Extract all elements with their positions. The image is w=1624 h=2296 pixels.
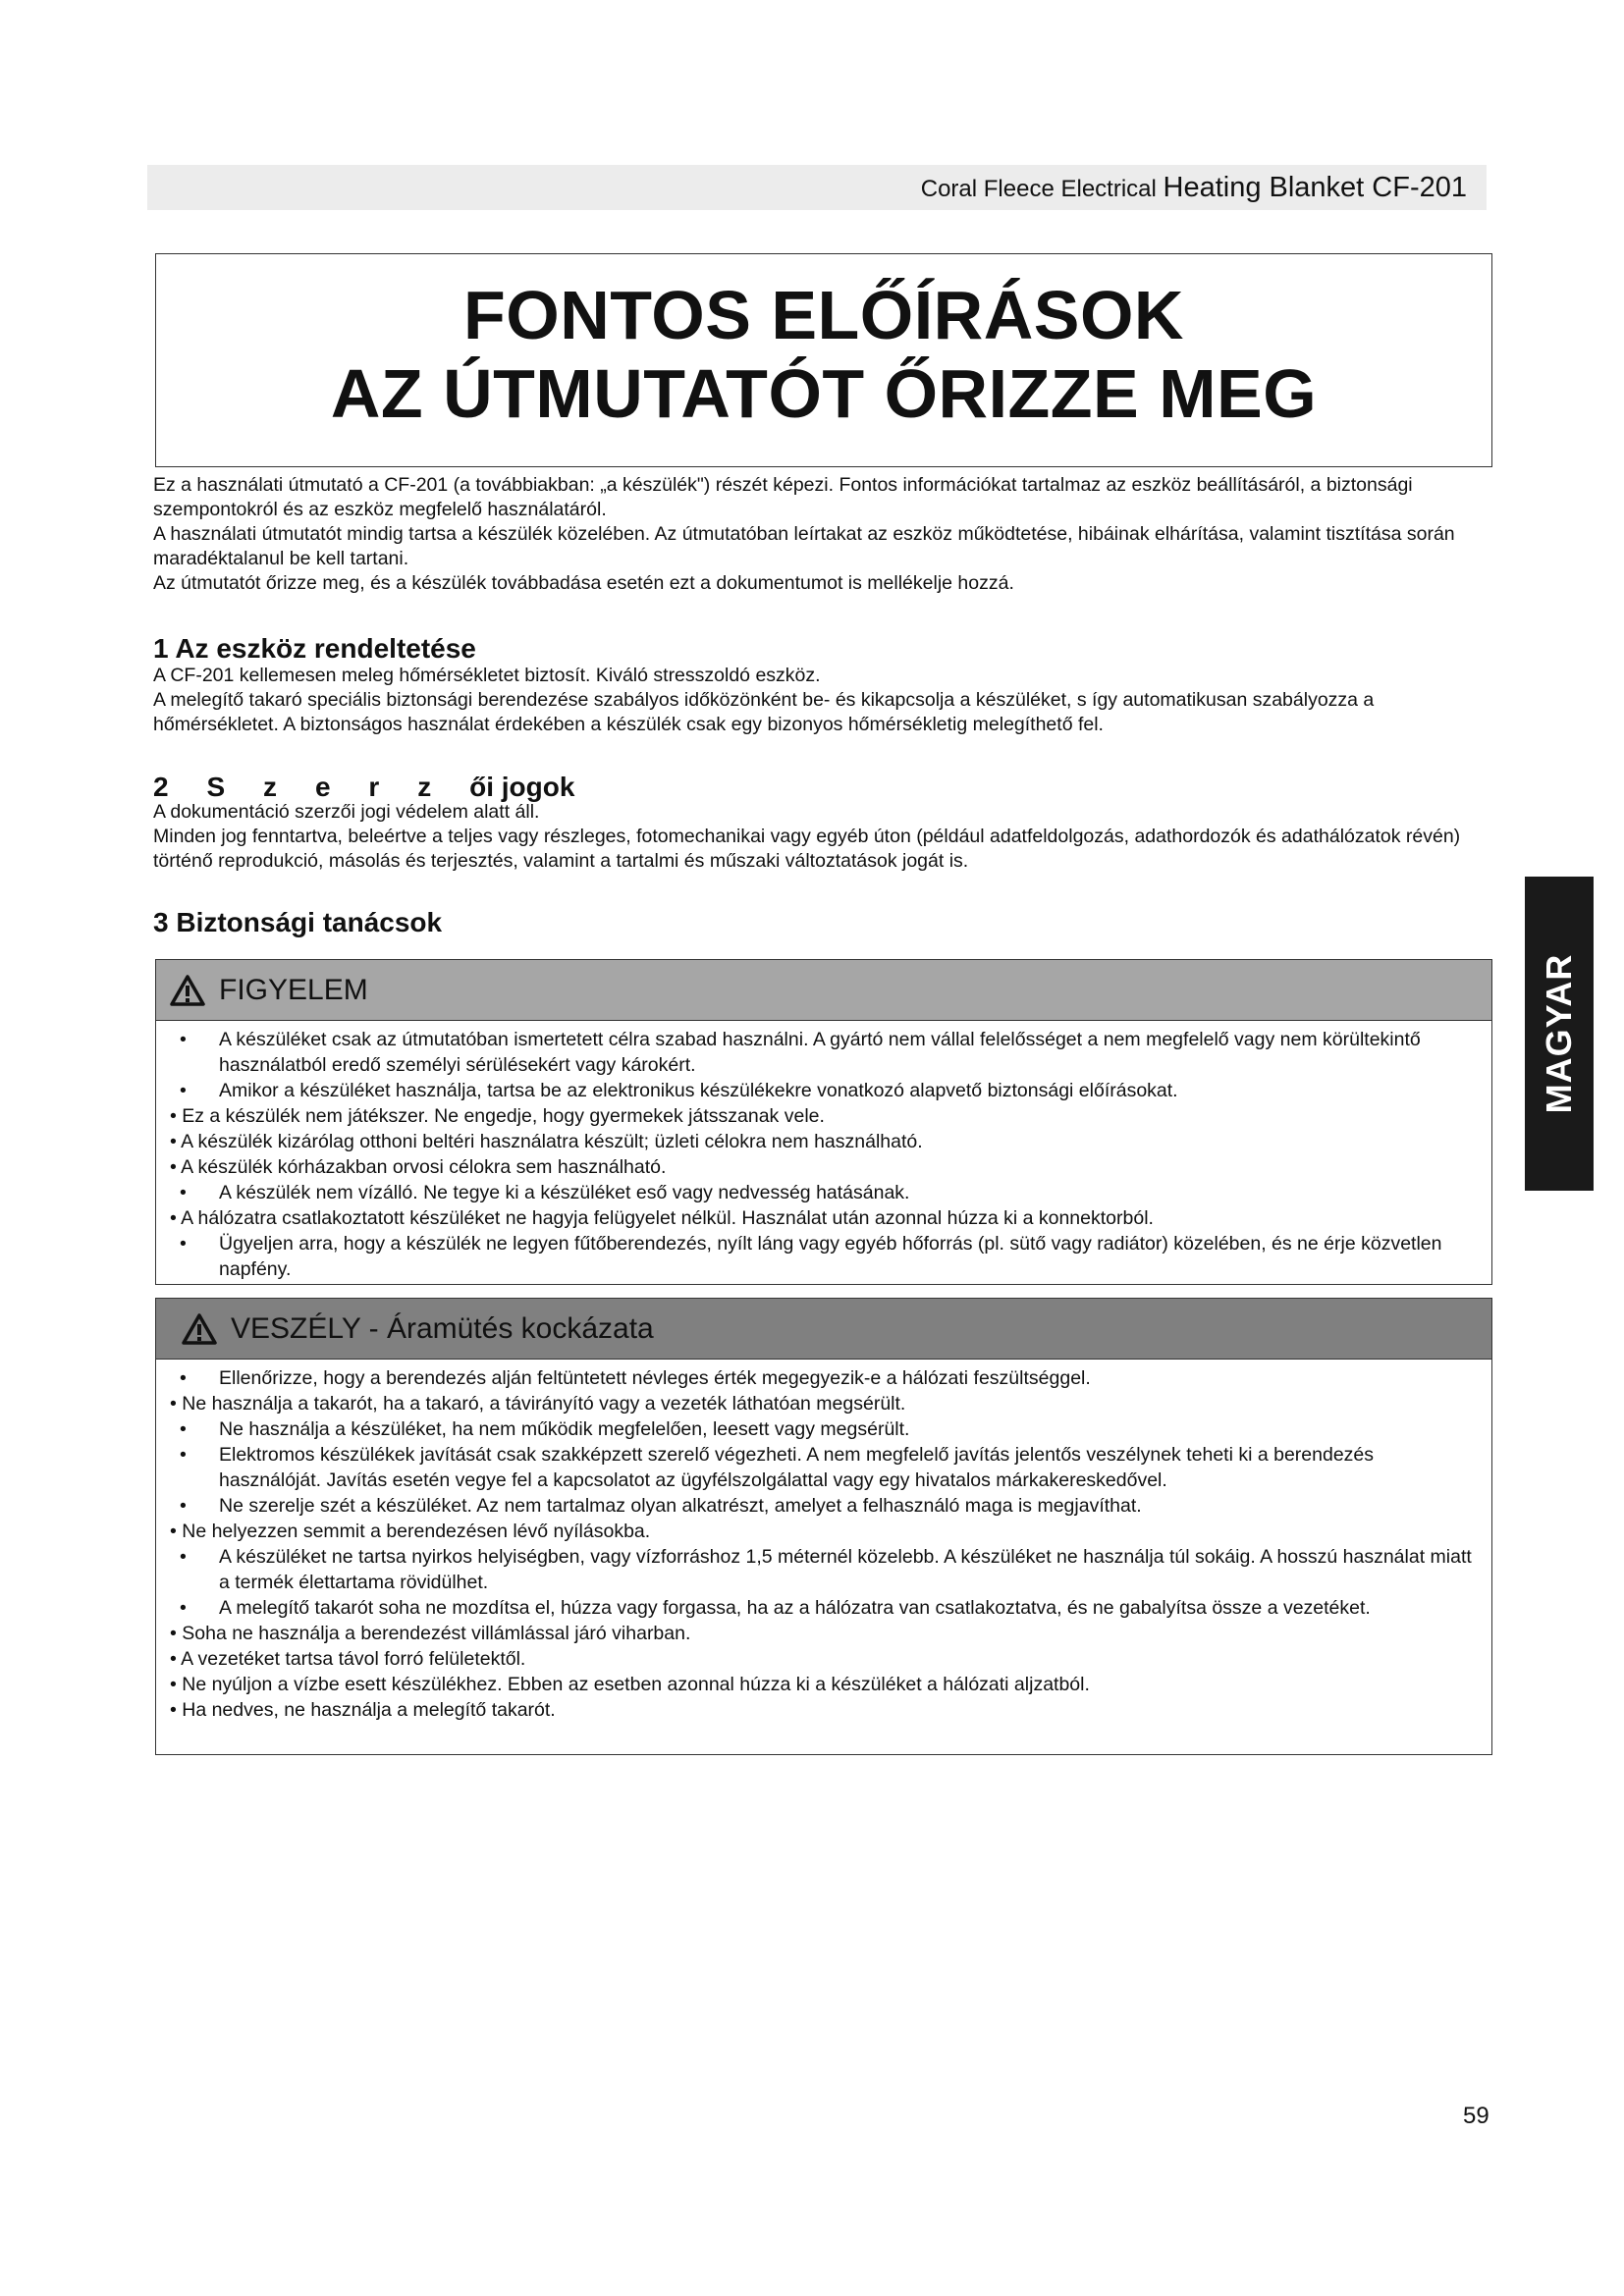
- warning-list-item: • Ne használja a készüléket, ha nem működik megfelelően, leesett vagy megsérült.: [170, 1416, 1478, 1442]
- figyelem-box: [155, 959, 1492, 1285]
- section-paragraph: Minden jog fenntartva, beleértve a teljes vagy részleges, fotomechanikai vagy egyéb úton (például adatfeldolgozás, adathordozók és adathálózatok révén) történő reprodukció, másolás és terjesztés, valamint a tartalmi és műszaki változtatások jogát is.: [153, 826, 1461, 872]
- warning-list-item: • A készülék kizárólag otthoni beltéri használatra készült; üzleti célokra nem használható.: [170, 1131, 923, 1152]
- running-header: [147, 165, 1487, 210]
- warning-list-item: • A készülék kórházakban orvosi célokra sem használható.: [170, 1156, 667, 1178]
- figyelem-header: [156, 960, 1491, 1021]
- warning-list-item: • Ne szerelje szét a készüléket. Az nem tartalmaz olyan alkatrészt, amelyet a felhasználó maga is megjavíthat.: [170, 1493, 1478, 1519]
- veszely-header: [156, 1299, 1491, 1360]
- warning-list-item: • A melegítő takarót soha ne mozdítsa el, húzza vagy forgassa, ha az a hálózatra van csatlakoztatva, és ne gabalyítsa össze a vezetéket.: [170, 1595, 1478, 1621]
- warning-list-item: • A vezetéket tartsa távol forró felületektől.: [170, 1648, 526, 1670]
- warning-list-item: • Ne helyezzen semmit a berendezésen lévő nyílásokba.: [170, 1521, 651, 1542]
- warning-icon: [182, 1313, 217, 1345]
- page-number: 59: [1463, 2103, 1489, 2129]
- veszely-box: [155, 1298, 1492, 1755]
- warning-list-item: • Ha nedves, ne használja a melegítő takarót.: [170, 1699, 556, 1721]
- intro-paragraph: A használati útmutatót mindig tartsa a készülék közelében. Az útmutatóban leírtakat az eszköz működtetése, hibáinak elhárítása, valamint tisztítása során maradéktalanul be kell tartani.: [153, 523, 1455, 569]
- section-paragraph: A CF-201 kellemesen meleg hőmérsékletet biztosít. Kiváló stresszoldó eszköz.: [153, 665, 821, 686]
- warning-list-item: • Ne használja a takarót, ha a takaró, a távirányító vagy a vezeték láthatóan megsérült.: [170, 1393, 906, 1415]
- warning-list-item: • Amikor a készüléket használja, tartsa be az elektronikus készülékekre vonatkozó alapvető biztonsági előírásokat.: [170, 1078, 1478, 1103]
- title-line-1: FONTOS ELŐÍRÁSOK: [463, 277, 1184, 353]
- section-1-heading: 1 Az eszköz rendeltetése: [153, 633, 476, 664]
- veszely-title: VESZÉLY - Áramütés kockázata: [231, 1311, 654, 1345]
- language-tab: [1525, 877, 1594, 1191]
- header-product: Heating Blanket CF-201: [1163, 172, 1467, 203]
- section-paragraph: A melegítő takaró speciális biztonsági berendezése szabályos időközönként be- és kikapcsolja a készüléket, s így automatikusan szabályozza a hőmérsékletet. A biztonságos használat érdekében a készülék csak egy bizonyos hőmérsékletig melegíthető fel.: [153, 689, 1375, 735]
- intro-paragraph: Ez a használati útmutató a CF-201 (a továbbiakban: „a készülék") részét képezi. Fontos információkat tartalmaz az eszköz beállításáról, a biztonsági szempontokról és az eszköz megfelelő használatáról.: [153, 474, 1413, 520]
- title-box: [155, 253, 1492, 467]
- section-1-text: [153, 664, 1494, 737]
- veszely-list: [156, 1360, 1491, 1731]
- warning-list-item: • A készüléket csak az útmutatóban ismertetett célra szabad használni. A gyártó nem vállal felelősséget a nem megfelelő vagy nem körültekintő használatból eredő személyi sérülésekért vagy károkért.: [170, 1027, 1478, 1078]
- figyelem-title: FIGYELEM: [219, 973, 368, 1006]
- warning-list-item: • A készülék nem vízálló. Ne tegye ki a készüléket eső vagy nedvesség hatásának.: [170, 1180, 1478, 1205]
- warning-icon: [170, 975, 205, 1006]
- figyelem-list: [156, 1021, 1491, 1290]
- warning-list-item: • Ügyeljen arra, hogy a készülék ne legyen fűtőberendezés, nyílt láng vagy egyéb hőforrás (pl. sütő vagy radiátor) közelében, és ne érje közvetlen napfény.: [170, 1231, 1478, 1282]
- warning-list-item: • Ez a készülék nem játékszer. Ne engedje, hogy gyermekek játsszanak vele.: [170, 1105, 825, 1127]
- warning-list-item: • A készüléket ne tartsa nyirkos helyiségben, vagy vízforráshoz 1,5 méternél közelebb. A készüléket ne használja túl sokáig. A hosszú használat miatt a termék élettartama rövidülhet.: [170, 1544, 1478, 1595]
- intro-paragraph: Az útmutatót őrizze meg, és a készülék továbbadása esetén ezt a dokumentumot is mellékelje hozzá.: [153, 572, 1014, 594]
- warning-list-item: • Ellenőrizze, hogy a berendezés alján feltüntetett névleges érték megegyezik-e a hálózati feszültséggel.: [170, 1365, 1478, 1391]
- section-2-text: [153, 800, 1494, 874]
- warning-list-item: • Elektromos készülékek javítását csak szakképzett szerelő végezheti. A nem megfelelő javítás jelentős veszélynek teheti ki a berendezés használóját. Javítás esetén vegye fel a kapcsolatot az ügyfélszolgálattal vagy egy hivatalos márkakereskedővel.: [170, 1442, 1478, 1493]
- warning-list-item: • A hálózatra csatlakoztatott készüléket ne hagyja felügyelet nélkül. Használat után azonnal húzza ki a konnektorból.: [170, 1207, 1154, 1229]
- section-paragraph: A dokumentáció szerzői jogi védelem alatt áll.: [153, 801, 540, 823]
- section-2-heading: 2 S z e r z ői jogok: [153, 772, 575, 802]
- title-line-2: AZ ÚTMUTATÓT ŐRIZZE MEG: [330, 355, 1318, 432]
- warning-list-item: • Soha ne használja a berendezést villámlással járó viharban.: [170, 1623, 691, 1644]
- section-3-heading: 3 Biztonsági tanácsok: [153, 907, 443, 937]
- header-prefix: Coral Fleece Electrical: [920, 176, 1164, 202]
- language-tab-label: MAGYAR: [1539, 953, 1579, 1114]
- warning-list-item: • Ne nyúljon a vízbe esett készülékhez. Ebben az esetben azonnal húzza ki a készüléket a hálózati aljzatból.: [170, 1674, 1090, 1695]
- intro-text: [153, 473, 1494, 596]
